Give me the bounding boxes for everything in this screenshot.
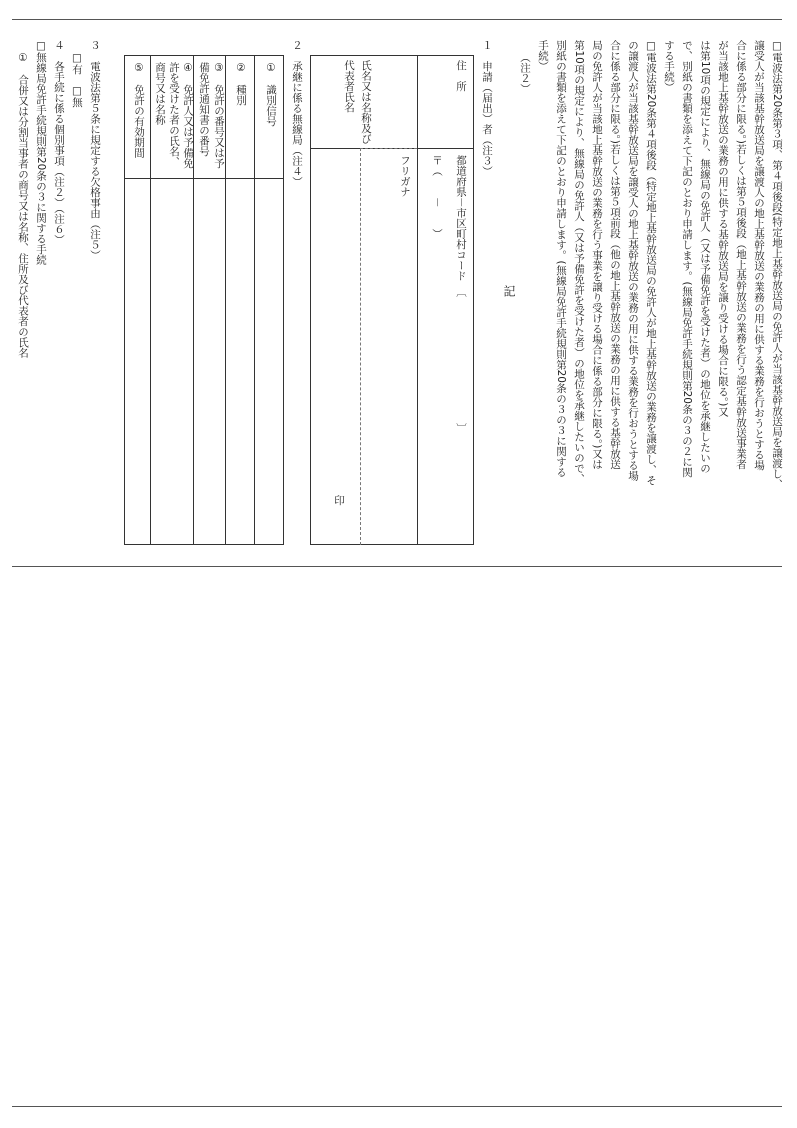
- intro-b-line-7: 手続）: [537, 40, 549, 72]
- section4-item-1: ① 合併又は分割当事者の商号又は名称、住所及び代表者の氏名: [17, 52, 29, 358]
- row-license-number: ③ 免許の番号又は予備免許通知書の番号: [198, 62, 225, 169]
- address-label: 住 所: [455, 60, 467, 92]
- intro-b-line-2: の譲渡人が当該基幹放送局を譲受人の地上基幹放送の業務の用に供する業務を行おうとする場: [627, 40, 639, 481]
- furigana-dash: [360, 148, 417, 149]
- intro-b-line-1: □電波法第20条第４項後段（特定地上基幹放送局の免許人が地上基幹放送の業務を譲渡し、そ: [645, 40, 657, 486]
- intro-a-line-2: 譲受人が当該基幹放送局を譲渡人の地上基幹放送の業務の用に供する業務を行おうとする場: [753, 40, 765, 471]
- section4-heading: ４ 各手続に係る個別事項（注２）（注６）: [53, 40, 65, 245]
- postal-code-field: 〒（ － ）: [431, 155, 443, 239]
- section2-heading: ２ 承継に係る無線局（注４）: [291, 40, 303, 187]
- intro-a-line-1: □電波法第20条第３項、第４項後段(特定地上基幹放送局の免許人が当該基幹放送局を譲渡し、: [771, 40, 783, 490]
- section1-heading: １ 申請（届出）者（注３）: [481, 40, 493, 177]
- row-licensee-name: ④ 免許人又は予備免許を受けた者の氏名、商号又は名称: [154, 62, 194, 169]
- intro-a-line-4: が当該地上基幹放送の業務の用に供する基幹放送局を譲り受ける場合に限る。)又: [717, 40, 729, 417]
- applicant-address-divider: [417, 55, 418, 545]
- name-label: 氏名又は名称及び代表者氏名: [343, 60, 372, 144]
- section4-subheading: □無線局免許手続規則第20条の３に関する手続: [35, 40, 47, 265]
- intro-a-line-5: は第10項の規定により、無線局の免許人（又は予備免許を受けた者）の地位を承継したいの: [699, 40, 711, 474]
- intro-a-line-6: で、別紙の書類を添えて下記のとおり申請します。(無線局免許手続規則第20条の３の２に関: [681, 40, 693, 478]
- station-row-divider-1: [254, 55, 255, 545]
- ki-heading: 記: [502, 285, 516, 297]
- top-rule: [12, 19, 782, 20]
- furigana-label: フリガナ: [399, 155, 411, 197]
- seal-mark: 印: [333, 495, 345, 506]
- intro-b-line-5: 第10項の規定により、無線局の免許人（又は予備免許を受けた者）の地位を承継したいので、: [573, 40, 585, 484]
- row-type: ② 種別: [235, 62, 247, 106]
- applicant-table: [310, 55, 474, 545]
- disqualification-options: □有 □無: [71, 52, 83, 108]
- furigana-divider: [360, 148, 361, 545]
- intro-a-line-3: 合に係る部分に限る。)若しくは第５項後段（地上基幹放送の業務を行う認定基幹放送事業者: [735, 40, 747, 470]
- row-validity-period: ⑤ 免許の有効期間: [133, 62, 145, 158]
- station-label-divider: [124, 178, 284, 179]
- middle-rule: [12, 566, 782, 567]
- station-row-divider-4: [150, 55, 151, 545]
- intro-b-line-6: 別紙の書類を添えて下記のとおり申請します。(無線局免許手続規則第20条の３の３に関する: [555, 40, 567, 478]
- intro-a-line-7: する手続）: [663, 40, 675, 93]
- section3-heading: ３ 電波法第５条に規定する欠格事由（注５）: [89, 40, 101, 261]
- prefecture-code-field: 都道府県－市区町村コード 〔 〕: [455, 155, 467, 434]
- note-2: （注２）: [519, 52, 531, 94]
- bottom-rule: [12, 1106, 782, 1107]
- row-call-sign: ① 識別信号: [265, 62, 277, 127]
- intro-b-line-4: 局の免許人が当該地上基幹放送の業務を行う事業を譲り受ける場合に係る部分に限る。)又は: [591, 40, 603, 470]
- intro-b-line-3: 合に係る部分に限る。)若しくは第５項前段（他の地上基幹放送の業務の用に供する基幹放送: [609, 40, 621, 470]
